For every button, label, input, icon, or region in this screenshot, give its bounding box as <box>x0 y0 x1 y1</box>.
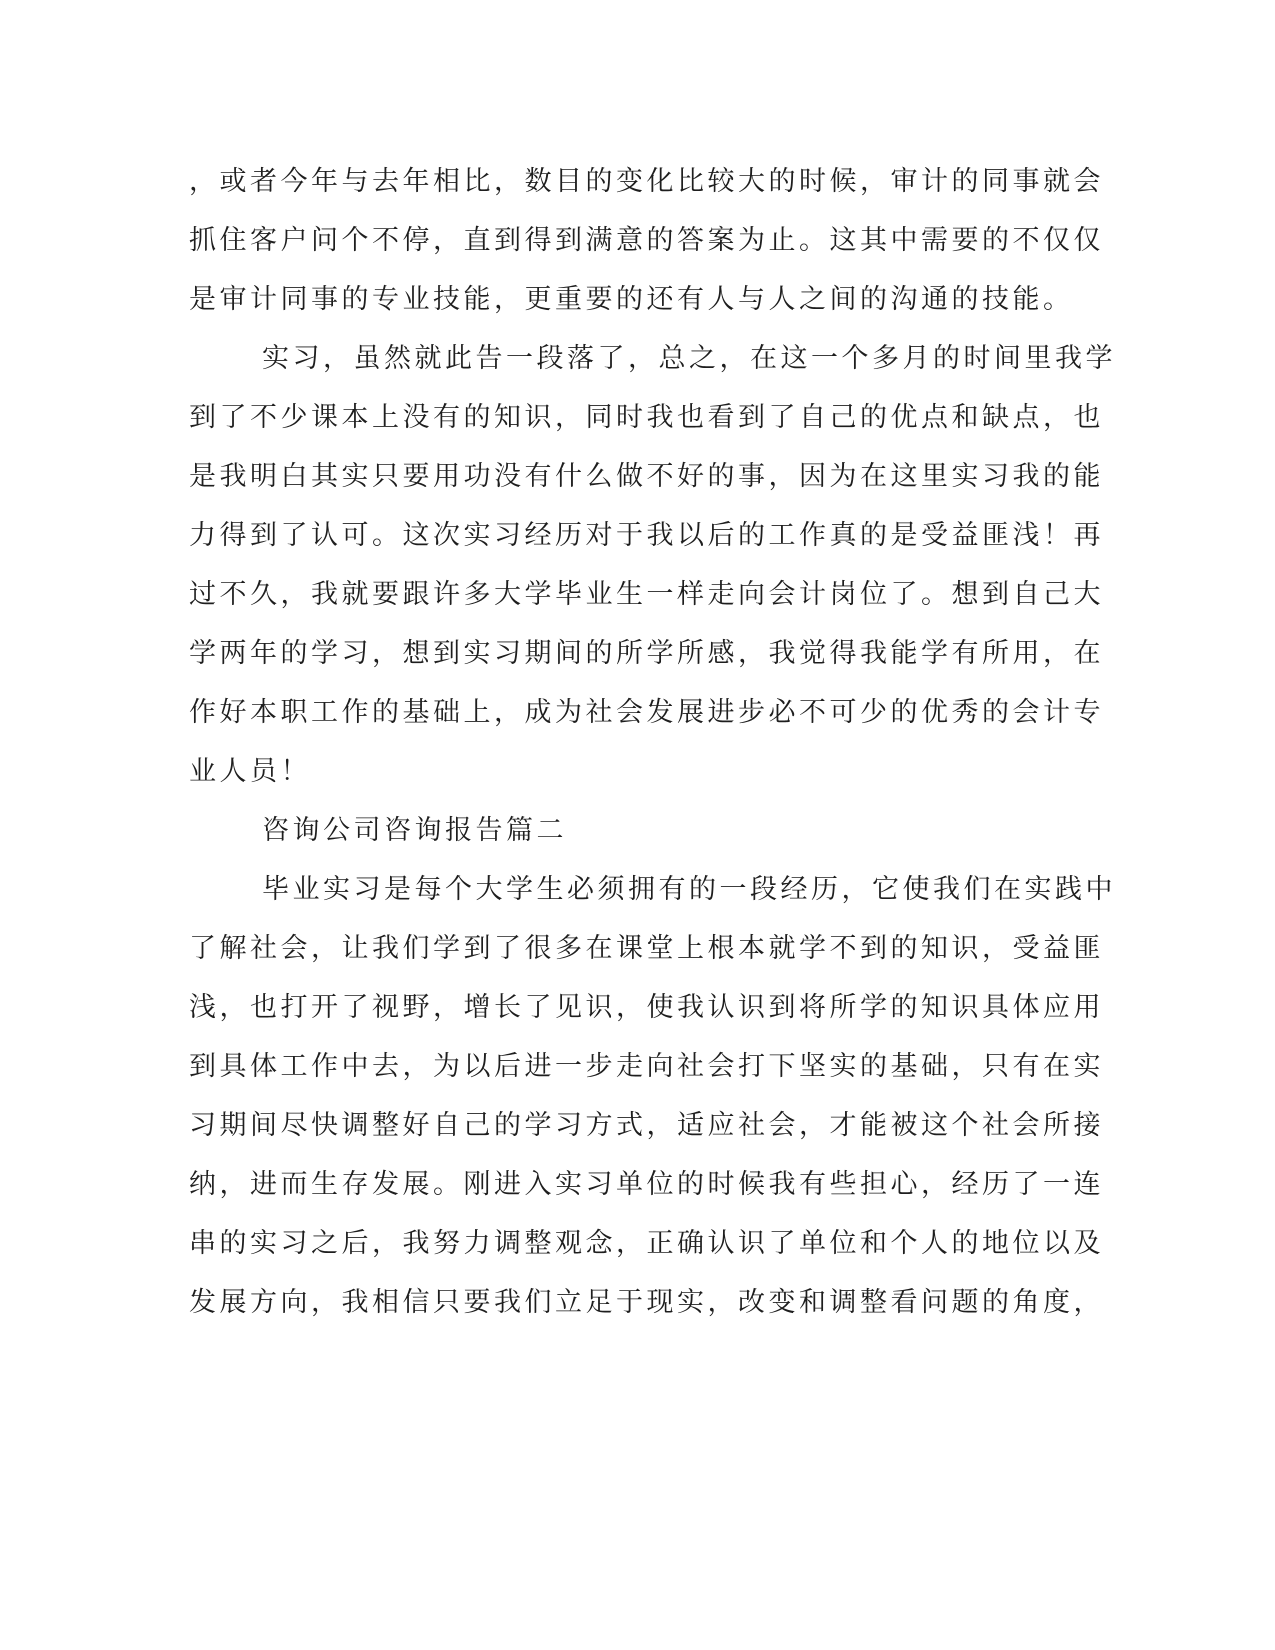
text-line: 是我明白其实只要用功没有什么做不好的事，因为在这里实习我的能 <box>189 461 1104 492</box>
text-line: 发展方向，我相信只要我们立足于现实，改变和调整看问题的角度， <box>189 1287 1104 1318</box>
text-line: 过不久，我就要跟许多大学毕业生一样走向会计岗位了。想到自己大 <box>189 579 1104 610</box>
text-line: 是审计同事的专业技能，更重要的还有人与人之间的沟通的技能。 <box>189 284 1074 315</box>
text-line: 浅，也打开了视野，增长了见识，使我认识到将所学的知识具体应用 <box>189 992 1104 1023</box>
paragraph-start-line: 实习，虽然就此告一段落了，总之，在这一个多月的时间里我学 <box>262 343 1116 374</box>
text-line: 串的实习之后，我努力调整观念，正确认识了单位和个人的地位以及 <box>189 1228 1104 1259</box>
text-line: 到了不少课本上没有的知识，同时我也看到了自己的优点和缺点，也 <box>189 402 1104 433</box>
paragraph-start-line: 毕业实习是每个大学生必须拥有的一段经历，它使我们在实践中 <box>262 874 1116 905</box>
text-line: 学两年的学习，想到实习期间的所学所感，我觉得我能学有所用，在 <box>189 638 1104 669</box>
text-line: 纳，进而生存发展。刚进入实习单位的时候我有些担心，经历了一连 <box>189 1169 1104 1200</box>
section-heading: 咨询公司咨询报告篇二 <box>262 815 567 846</box>
text-line: 了解社会，让我们学到了很多在课堂上根本就学不到的知识，受益匪 <box>189 933 1104 964</box>
text-line: 习期间尽快调整好自己的学习方式，适应社会，才能被这个社会所接 <box>189 1110 1104 1141</box>
text-line: 作好本职工作的基础上，成为社会发展进步必不可少的优秀的会计专 <box>189 697 1104 728</box>
text-line: 力得到了认可。这次实习经历对于我以后的工作真的是受益匪浅！再 <box>189 520 1104 551</box>
text-line: 到具体工作中去，为以后进一步走向社会打下坚实的基础，只有在实 <box>189 1051 1104 1082</box>
text-line: 抓住客户问个不停，直到得到满意的答案为止。这其中需要的不仅仅 <box>189 225 1104 256</box>
text-line: 业人员！ <box>189 756 311 787</box>
text-line: ，或者今年与去年相比，数目的变化比较大的时候，审计的同事就会 <box>189 166 1104 197</box>
